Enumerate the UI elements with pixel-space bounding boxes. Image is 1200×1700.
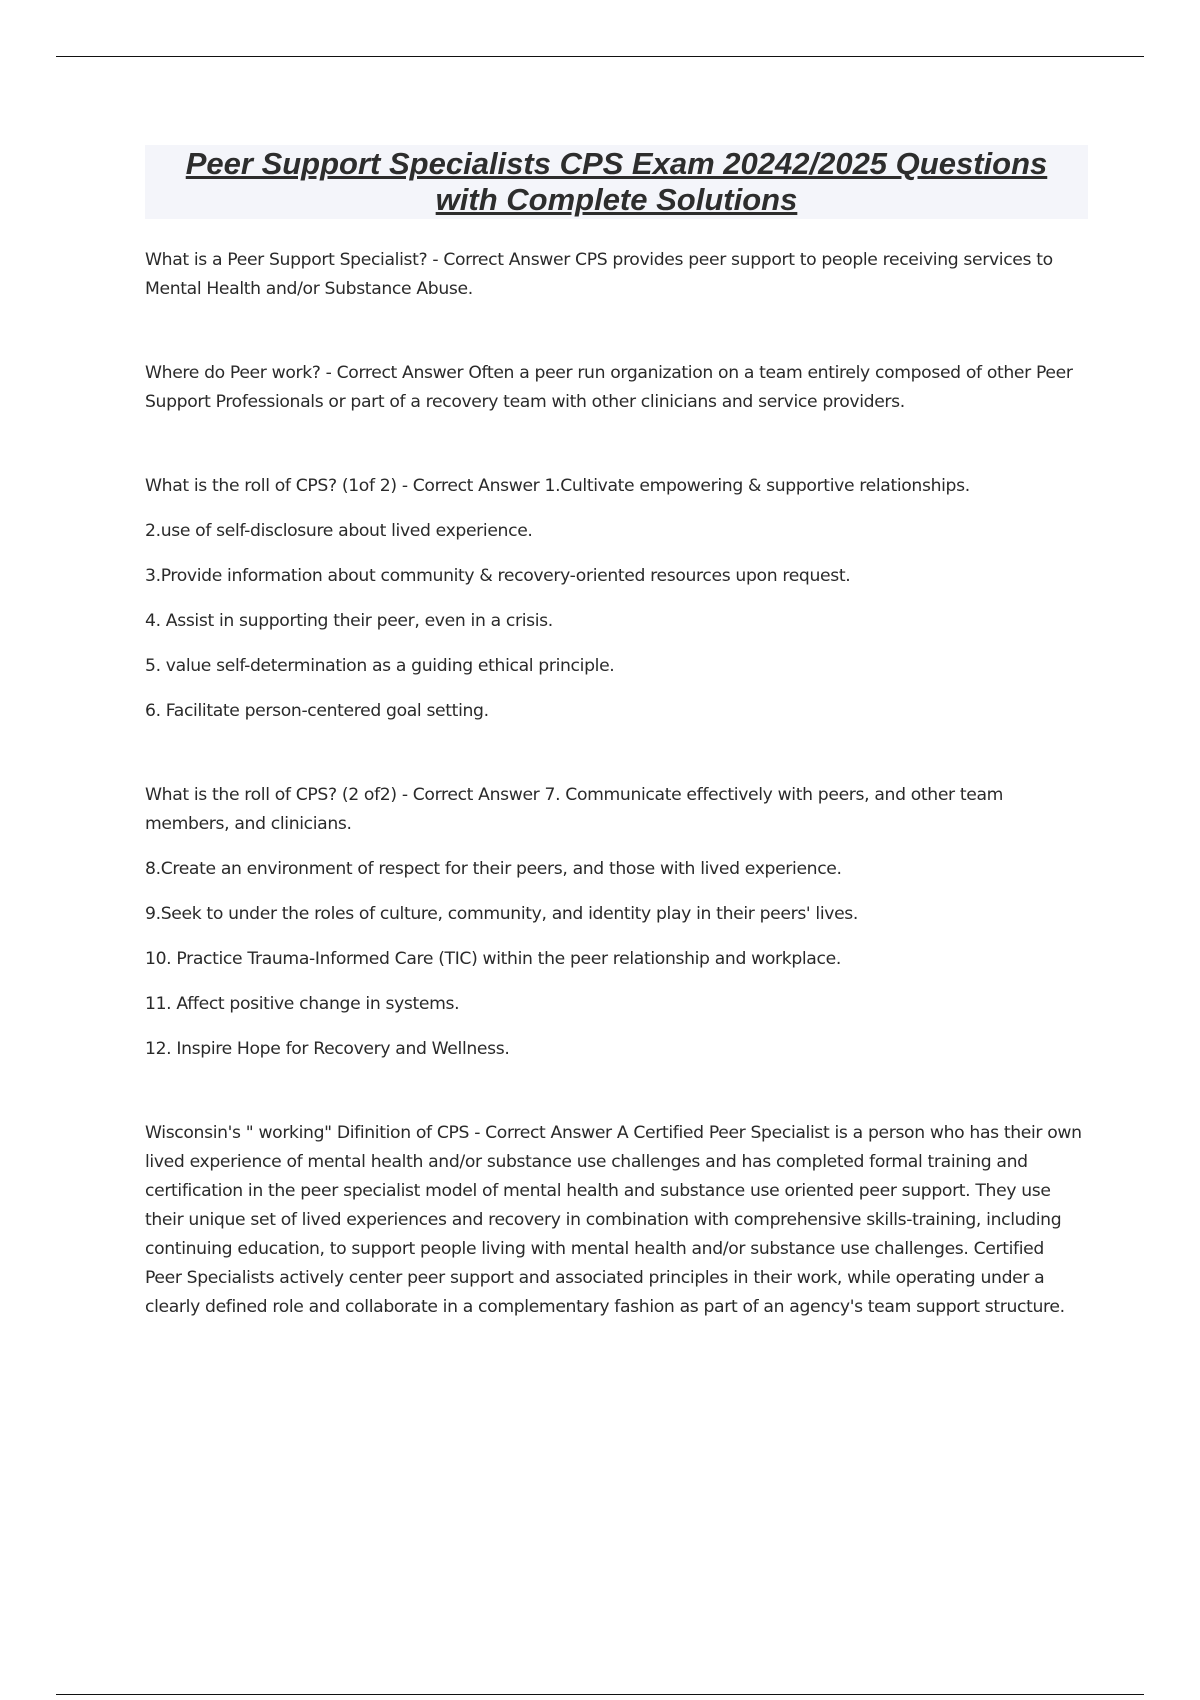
qa-3-item: 2.use of self-disclosure about lived experience. [145,521,533,541]
qa-3-item: 6. Facilitate person-centered goal setting. [145,701,489,721]
qa-4-item: 8.Create an environment of respect for their peers, and those with lived experience. [145,859,842,879]
document-body [145,246,1085,1322]
qa-4-item: 11. Affect positive change in systems. [145,994,460,1014]
qa-4-text: What is the roll of CPS? (2 of2) - Correct Answer 7. Communicate effectively with peers, and other team members, and clinicians. [145,785,1004,834]
qa-1-text: What is a Peer Support Specialist? - Correct Answer CPS provides peer support to people receiving services to Mental Health and/or Substance Abuse. [145,250,1053,299]
qa-3-text: What is the roll of CPS? (1of 2) - Correct Answer 1.Cultivate empowering & supportive relationships. [145,476,970,496]
bottom-rule [56,1694,1144,1695]
document-title [145,145,1088,219]
qa-2-text: Where do Peer work? - Correct Answer Often a peer run organization on a team entirely composed of other Peer Support Professionals or part of a recovery team with other clinicians and service providers. [145,363,1073,412]
qa-3-item: 4. Assist in supporting their peer, even in a crisis. [145,611,553,631]
qa-4-item: 10. Practice Trauma-Informed Care (TIC) within the peer relationship and workplace. [145,949,841,969]
qa-3-item: 3.Provide information about community & recovery-oriented resources upon request. [145,566,851,586]
title-line-1: Peer Support Specialists CPS Exam 20242/2025 Questions [185,146,1048,181]
qa-4-item: 9.Seek to under the roles of culture, community, and identity play in their peers' lives. [145,904,859,924]
title-line-2: with Complete Solutions [435,182,798,217]
qa-4-item: 12. Inspire Hope for Recovery and Wellness. [145,1039,510,1059]
top-rule [56,56,1144,57]
qa-5-text: Wisconsin's " working" Difinition of CPS - Correct Answer A Certified Peer Specialist is a person who has their own lived experience of mental health and/or substance use challenges and has completed formal training and certification in the peer specialist model of mental health and substance use oriented peer support. They use their unique set of lived experiences and recovery in combination with comprehensive skills-training, including continuing education, to support people living with mental health and/or substance use challenges. Certified Peer Specialists actively center peer support and associated principles in their work, while operating under a clearly defined role and collaborate in a complementary fashion as part of an agency's team support structure. [145,1123,1082,1317]
qa-3-item: 5. value self-determination as a guiding ethical principle. [145,656,615,676]
